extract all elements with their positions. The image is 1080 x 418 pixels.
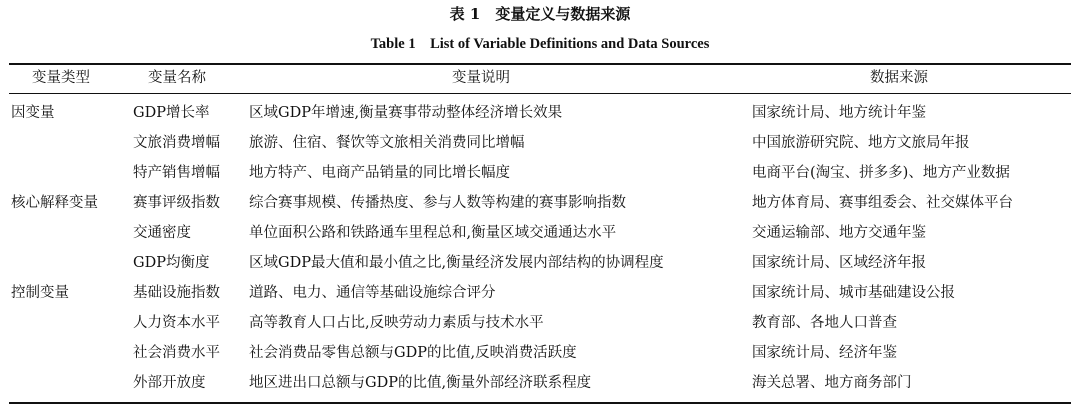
table-row [0,368,1080,398]
cell-source: 国家统计局、区域经济年报 [752,255,926,271]
cell-name: GDP增长率 [133,105,210,121]
cell-name: GDP均衡度 [133,255,210,271]
cell-description: 地方特产、电商产品销量的同比增长幅度 [249,165,510,181]
cell-name: 社会消费水平 [133,345,220,361]
cell-description: 旅游、住宿、餐饮等文旅相关消费同比增幅 [249,135,525,151]
cell-type: 核心解释变量 [11,195,98,211]
table-row [0,128,1080,158]
cell-source: 教育部、各地人口普查 [752,315,897,331]
table-row [0,278,1080,308]
cell-source: 海关总署、地方商务部门 [752,375,912,391]
table-row [0,338,1080,368]
cell-description: 社会消费品零售总额与GDP的比值,反映消费活跃度 [249,345,577,361]
table-row [0,188,1080,218]
cell-description: 道路、电力、通信等基础设施综合评分 [249,285,496,301]
cell-source: 交通运输部、地方交通年鉴 [752,225,926,241]
header-variable-description: 变量说明 [452,70,510,86]
cell-description: 综合赛事规模、传播热度、参与人数等构建的赛事影响指数 [249,195,626,211]
cell-name: 基础设施指数 [133,285,220,301]
bottom-rule [9,402,1071,404]
table-title-chinese: 表 1 变量定义与数据来源 [449,5,631,23]
header-data-source: 数据来源 [870,70,928,86]
table-row [0,218,1080,248]
cell-description: 单位面积公路和铁路通车里程总和,衡量区域交通通达水平 [249,225,617,241]
header-rule [9,93,1071,94]
top-rule [9,63,1071,65]
cell-description: 高等教育人口占比,反映劳动力素质与技术水平 [249,315,544,331]
header-variable-type: 变量类型 [32,70,90,86]
cell-name: 交通密度 [133,225,191,241]
cell-source: 地方体育局、赛事组委会、社交媒体平台 [752,195,1013,211]
cell-source: 国家统计局、地方统计年鉴 [752,105,926,121]
cell-description: 区域GDP年增速,衡量赛事带动整体经济增长效果 [249,105,563,121]
cell-name: 特产销售增幅 [133,165,220,181]
table-row [0,158,1080,188]
cell-description: 地区进出口总额与GDP的比值,衡量外部经济联系程度 [249,375,592,391]
cell-type: 因变量 [11,105,55,121]
header-variable-name: 变量名称 [148,70,206,86]
table-title-english: Table 1 List of Variable Definitions and Data Sources [370,36,710,52]
cell-name: 文旅消费增幅 [133,135,220,151]
cell-source: 国家统计局、经济年鉴 [752,345,897,361]
cell-name: 人力资本水平 [133,315,220,331]
cell-source: 电商平台(淘宝、拼多多)、地方产业数据 [752,165,1010,181]
table-row [0,98,1080,128]
cell-source: 国家统计局、城市基础建设公报 [752,285,955,301]
cell-source: 中国旅游研究院、地方文旅局年报 [752,135,970,151]
cell-description: 区域GDP最大值和最小值之比,衡量经济发展内部结构的协调程度 [249,255,664,271]
cell-type: 控制变量 [11,285,69,301]
cell-name: 外部开放度 [133,375,206,391]
table-row [0,308,1080,338]
table-row [0,248,1080,278]
cell-name: 赛事评级指数 [133,195,220,211]
